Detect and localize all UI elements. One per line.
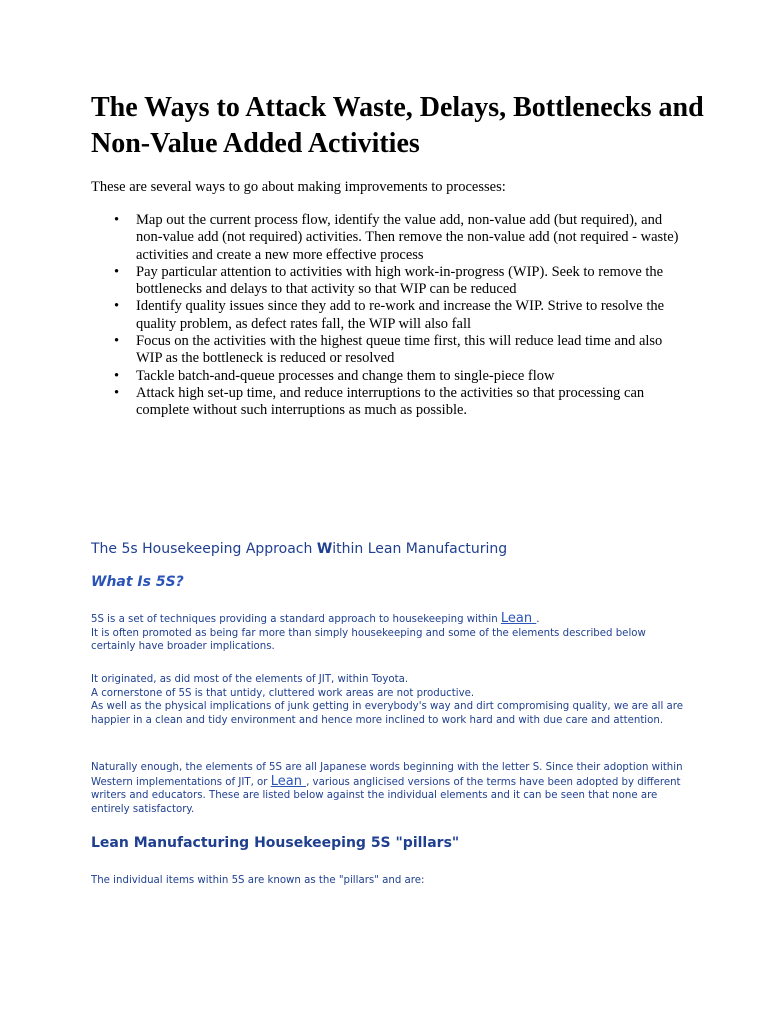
paragraph-text: Naturally enough, the elements of 5S are all Japanese words beginning with the letter S. Since their adoption within Western implementations of JIT, or	[91, 762, 683, 788]
bullet-icon: •	[114, 298, 120, 315]
paragraph-text: 5S is a set of techniques providing a standard approach to housekeeping within	[91, 614, 501, 625]
paragraph-5s-origin	[91, 673, 691, 728]
list-item	[91, 264, 683, 299]
improvement-list	[91, 212, 683, 420]
pillars-heading: Lean Manufacturing Housekeeping 5S "pillars"	[91, 835, 460, 851]
bullet-icon: •	[114, 212, 120, 228]
list-item	[91, 368, 683, 385]
section-heading-5s	[91, 541, 507, 557]
lean-link[interactable]: Lean	[270, 773, 307, 789]
intro-paragraph: These are several ways to go about making improvements to processes:	[91, 179, 506, 195]
list-item	[91, 333, 683, 368]
paragraph-text: .	[536, 614, 540, 625]
paragraph-text: A cornerstone of 5S is that untidy, cluttered work areas are not productive.	[91, 687, 475, 699]
bullet-icon: •	[114, 384, 120, 401]
paragraph-text: , various anglicised versions of the terms have been adopted by different writers and educators. These are listed below against the individual elements and it can be seen that none are entirely satisfactory.	[91, 776, 681, 816]
list-item-text: Focus on the activities with the highest queue time first, this will reduce lead time and also WIP as the bottleneck is reduced or resolved	[136, 333, 663, 367]
heading-part-w: W	[316, 541, 333, 557]
paragraph-5s-definition	[91, 612, 691, 654]
list-item-text: Pay particular attention to activities with high work-in-progress (WIP). Seek to remove the bottlenecks and delays to that activity so that WIP can be reduced	[136, 263, 664, 298]
heading-part: ithin Lean Manufacturing	[332, 541, 508, 557]
list-item	[91, 298, 683, 333]
list-item-text: Tackle batch-and-queue processes and change them to single-piece flow	[136, 367, 555, 384]
what-is-5s-heading: What Is 5S?	[91, 574, 184, 590]
list-item	[91, 385, 683, 420]
pillars-intro: The individual items within 5S are known as the "pillars" and are:	[91, 875, 425, 886]
bullet-icon: •	[114, 333, 120, 350]
bullet-icon: •	[114, 367, 120, 384]
list-item	[91, 212, 683, 264]
list-item-text: Attack high set-up time, and reduce interruptions to the activities so that processing can complete without such interruptions as much as possible.	[136, 384, 645, 419]
paragraph-text: It originated, as did most of the elements of JIT, within Toyota.	[91, 674, 409, 685]
heading-part: The 5s Housekeeping Approach	[91, 541, 317, 557]
paragraph-text: It is often promoted as being far more than simply housekeeping and some of the elements described below certainly have broader implications.	[91, 627, 646, 653]
lean-link[interactable]: Lean	[500, 611, 537, 626]
paragraph-text: As well as the physical implications of junk getting in everybody's way and dirt compromising quality, we are all are happier in a clean and tidy environment and hence more inclined to work hard and with due care and attention.	[91, 701, 683, 727]
paragraph-5s-terms	[91, 761, 691, 817]
list-item-text: Map out the current process flow, identify the value add, non-value add (but required), and non-value add (not required) activities. Then remove the non-value add (not required - waste) activities and create a new more effective process	[136, 212, 679, 263]
list-item-text: Identify quality issues since they add to re-work and increase the WIP. Strive to resolve the quality problem, as defect rates fall, the WIP will also fall	[136, 298, 665, 332]
page-title: The Ways to Attack Waste, Delays, Bottlenecks and Non-Value Added Activities	[91, 92, 704, 159]
bullet-icon: •	[114, 263, 120, 280]
